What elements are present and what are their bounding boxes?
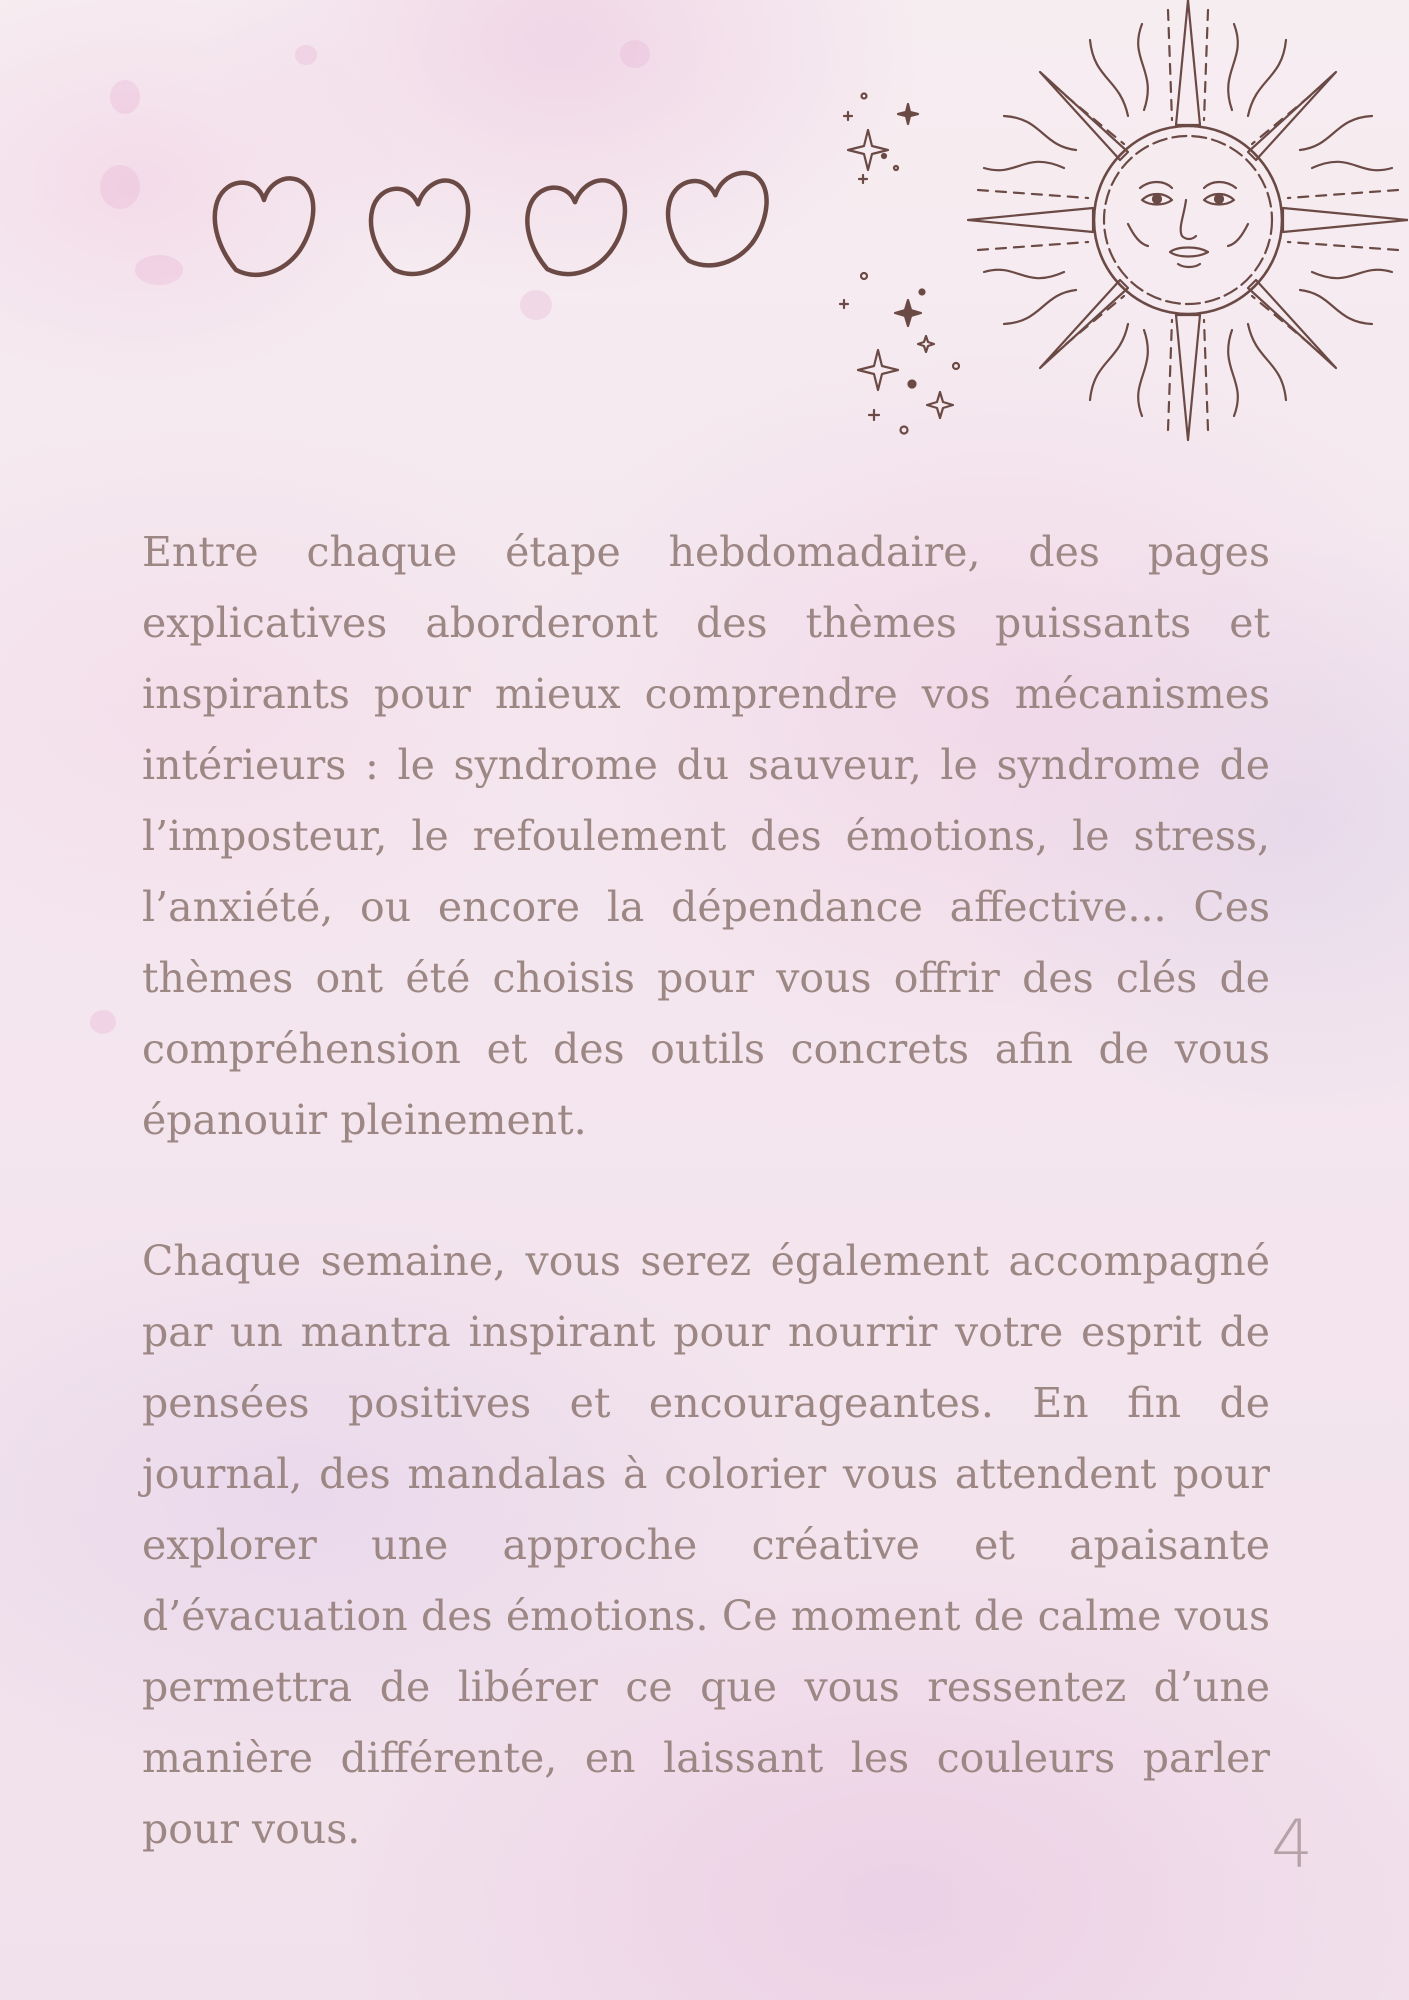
page-number: 4: [1271, 1806, 1313, 1883]
watercolor-blot: [100, 165, 140, 209]
watercolor-blot: [520, 290, 552, 320]
heart-outline-icon: [666, 172, 770, 268]
sparkles-icon: [840, 94, 959, 434]
paragraph-mantra: Chaque semaine, vous serez également accompagné par un mantra inspirant pour nourrir votre esprit de pensées positives et encourageantes. En fin de journal, des mandalas à colorier vous attendent pour explorer une approche créative et apaisante d’évacuation des émotions. Ce moment de calme vous permettra de libérer ce que vous ressentez d’une manière différente, en laissant les couleurs parler pour vous.: [142, 1237, 1270, 1853]
watercolor-blot: [620, 40, 650, 68]
hearts-row: [212, 170, 782, 280]
sun-face: [1128, 182, 1248, 267]
sun-rays-wavy: [984, 24, 1392, 416]
heart-outline-icon: [368, 179, 472, 277]
sun-face-icon: [828, 0, 1408, 450]
watercolor-blot: [110, 80, 140, 114]
heart-outline-icon: [215, 178, 313, 274]
heart-outline-icon: [526, 180, 627, 276]
watercolor-blot: [295, 45, 317, 65]
watercolor-blot: [135, 255, 183, 285]
watercolor-blot: [90, 1010, 116, 1034]
paragraph-themes: Entre chaque étape hebdomadaire, des pages explicatives aborderont des thèmes puissants et inspirants pour mieux comprendre vos mécanismes intérieurs : le syndrome du sauveur, le syndrome de l’imposteur, le refoulement des émotions, le stress, l’anxiété, ou encore la dépendance affective... Ces thèmes ont été choisis pour vous offrir des clés de compréhension et des outils concrets afin de vous épanouir pleinement.: [142, 528, 1270, 1144]
sun-rays-straight: [968, 0, 1408, 440]
body-text: [142, 517, 1270, 1865]
